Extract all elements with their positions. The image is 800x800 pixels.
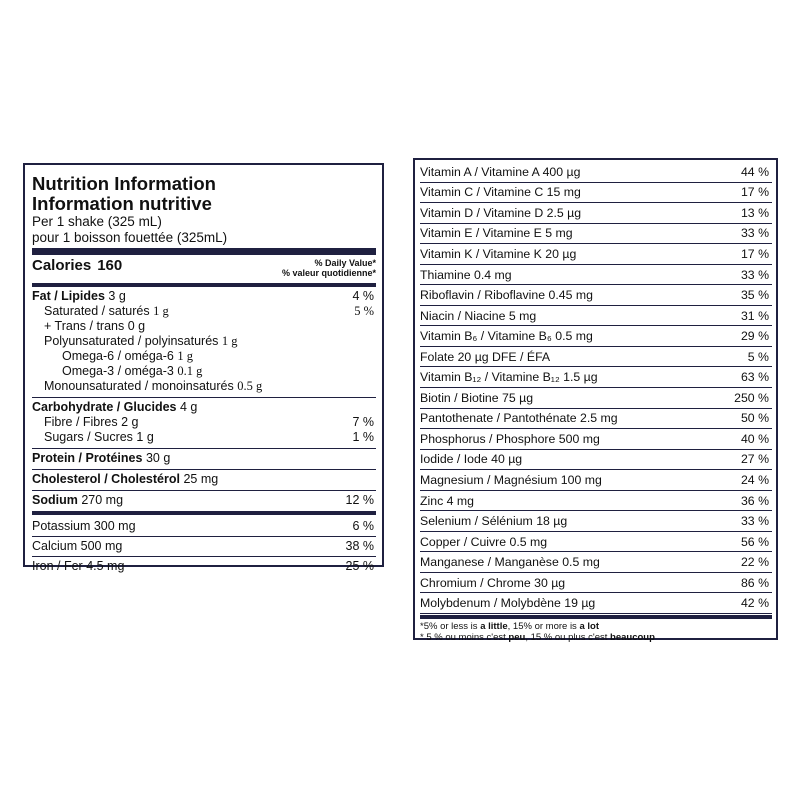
footnote-english <box>420 621 772 632</box>
nutrient-label: Zinc 4 mg <box>420 493 474 508</box>
nutrient-label: Vitamin B₆ / Vitamine B₆ 0.5 mg <box>420 329 593 344</box>
iron-amount: 4.5 mg <box>86 559 125 573</box>
sugars-pct: 1 % <box>352 430 374 444</box>
nutrient-pct: 36 % <box>740 493 769 508</box>
trans-amount: 0 g <box>127 319 146 333</box>
carbohydrate-row <box>32 400 376 415</box>
protein-amount: 30 g <box>145 451 171 465</box>
nutrient-pct: 40 % <box>740 431 769 446</box>
fibre-pct: 7 % <box>352 415 374 429</box>
polyunsaturated-row <box>32 334 376 349</box>
sugars-amount: 1 g <box>136 430 154 444</box>
sodium-amount: 270 mg <box>81 493 124 507</box>
sodium-pct: 12 % <box>345 493 374 507</box>
nutrient-label: Folate 20 µg DFE / ÉFA <box>420 349 551 364</box>
footnote-en-little: a little <box>480 621 508 633</box>
sodium-row <box>32 493 376 508</box>
nutrient-pct: 17 % <box>740 185 769 200</box>
iron-row <box>32 556 376 576</box>
nutrient-pct: 13 % <box>740 205 769 220</box>
nutrient-row <box>420 511 772 532</box>
daily-value-header-fr: % valeur quotidienne* <box>281 268 376 278</box>
calcium-row <box>32 536 376 556</box>
footnote-fr-beaucoup: beaucoup <box>610 632 655 644</box>
nutrient-pct: 24 % <box>740 472 769 487</box>
fat-amount: 3 g <box>108 289 126 303</box>
footnote <box>420 619 772 643</box>
nutrient-label: Iodide / Iode 40 µg <box>420 452 523 467</box>
nutrient-row <box>420 244 772 265</box>
sugars-row <box>32 430 376 445</box>
nutrient-pct: 27 % <box>740 452 769 467</box>
nutrient-row <box>420 265 772 286</box>
nutrient-row <box>420 573 772 594</box>
nutrient-label: Vitamin K / Vitamine K 20 µg <box>420 246 577 261</box>
fibre-amount: 2 g <box>121 415 139 429</box>
footnote-french <box>420 632 772 643</box>
nutrient-label: Chromium / Chrome 30 µg <box>420 575 566 590</box>
carb-label: Carbohydrate / Glucides <box>32 400 177 414</box>
nutrient-label: Thiamine 0.4 mg <box>420 267 512 282</box>
nutrient-row <box>420 203 772 224</box>
nutrient-row <box>420 347 772 368</box>
nutrient-pct: 17 % <box>740 246 769 261</box>
nutrient-row <box>420 306 772 327</box>
monounsaturated-row <box>32 379 376 394</box>
footnote-en-part1: *5% or less is <box>420 621 481 633</box>
omega6-row <box>32 349 376 364</box>
trans-label: + Trans / trans <box>44 319 125 333</box>
saturated-row <box>32 304 376 319</box>
potassium-label: Potassium <box>32 519 91 533</box>
protein-section <box>32 448 376 469</box>
calcium-pct: 38 % <box>345 539 374 553</box>
daily-value-header-en: % Daily Value* <box>314 258 376 268</box>
footnote-en-part2: , 15% or more is <box>507 621 580 633</box>
nutrient-pct: 33 % <box>740 267 769 282</box>
title-english: Nutrition Information <box>32 173 216 194</box>
vitamin-list <box>420 162 772 614</box>
carb-amount: 4 g <box>179 400 198 414</box>
omega6-amount: 1 g <box>177 349 193 363</box>
cholesterol-label: Cholesterol / Cholestérol <box>32 472 180 486</box>
nutrient-pct: 250 % <box>734 390 769 405</box>
iron-pct: 25 % <box>345 559 374 573</box>
nutrient-label: Magnesium / Magnésium 100 mg <box>420 472 602 487</box>
omega3-label: Omega-3 / oméga-3 <box>62 364 174 378</box>
nutrient-row <box>420 285 772 306</box>
calories-row <box>32 248 376 283</box>
nutrient-row <box>420 388 772 409</box>
saturated-pct: 5 % <box>354 304 374 318</box>
nutrient-pct: 5 % <box>747 349 769 364</box>
nutrient-pct: 42 % <box>740 596 769 611</box>
poly-amount: 1 g <box>221 334 238 348</box>
fibre-label: Fibre / Fibres <box>44 415 118 429</box>
nutrient-label: Manganese / Manganèse 0.5 mg <box>420 555 600 570</box>
omega3-row <box>32 364 376 379</box>
iron-label: Iron / Fer <box>32 559 83 573</box>
nutrient-pct: 56 % <box>740 534 769 549</box>
nutrient-label: Phosphorus / Phosphore 500 mg <box>420 431 600 446</box>
nutrient-row <box>420 429 772 450</box>
protein-label: Protein / Protéines <box>32 451 143 465</box>
omega3-amount: 0.1 g <box>177 364 203 378</box>
nutrient-label: Vitamin E / Vitamine E 5 mg <box>420 226 573 241</box>
nutrient-label: Molybdenum / Molybdène 19 µg <box>420 596 596 611</box>
nutrient-pct: 63 % <box>740 370 769 385</box>
nutrient-row <box>420 470 772 491</box>
calories-label: Calories <box>32 257 92 274</box>
potassium-amount: 300 mg <box>93 519 136 533</box>
cholesterol-section <box>32 469 376 490</box>
nutrient-label: Niacin / Niacine 5 mg <box>420 308 537 323</box>
nutrient-label: Vitamin D / Vitamine D 2.5 µg <box>420 205 582 220</box>
potassium-row <box>32 517 376 536</box>
nutrient-row <box>420 162 772 183</box>
nutrient-pct: 29 % <box>740 329 769 344</box>
nutrient-pct: 35 % <box>740 288 769 303</box>
protein-row <box>32 451 376 466</box>
footnote-fr-part1: * 5 % ou moins c'est <box>420 632 509 644</box>
nutrient-pct: 22 % <box>740 555 769 570</box>
nutrient-row <box>420 450 772 471</box>
daily-value-header <box>282 257 376 278</box>
fat-section <box>32 283 376 397</box>
serving-english: Per 1 shake (325 mL) <box>32 214 162 229</box>
nutrient-pct: 33 % <box>740 226 769 241</box>
omega6-label: Omega-6 / oméga-6 <box>62 349 174 363</box>
nutrient-pct: 50 % <box>740 411 769 426</box>
nutrient-label: Pantothenate / Pantothénate 2.5 mg <box>420 411 618 426</box>
nutrient-pct: 33 % <box>740 514 769 529</box>
minerals-section <box>32 511 376 576</box>
footnote-en-lot: a lot <box>579 621 599 633</box>
saturated-amount: 1 g <box>153 304 169 318</box>
mono-amount: 0.5 g <box>237 379 263 393</box>
carbohydrate-section <box>32 397 376 448</box>
nutrient-label: Vitamin B₁₂ / Vitamine B₁₂ 1.5 µg <box>420 370 598 385</box>
trans-row <box>32 319 376 334</box>
saturated-label: Saturated / saturés <box>44 304 150 318</box>
nutrient-row <box>420 326 772 347</box>
calories-value: 160 <box>97 257 123 274</box>
fibre-row <box>32 415 376 430</box>
fat-pct: 4 % <box>352 289 374 303</box>
nutrient-pct: 44 % <box>740 164 769 179</box>
cholesterol-row <box>32 472 376 487</box>
cholesterol-amount: 25 mg <box>183 472 219 486</box>
calcium-amount: 500 mg <box>80 539 123 553</box>
fat-label: Fat / Lipides <box>32 289 105 303</box>
sodium-section <box>32 490 376 511</box>
nutrient-label: Selenium / Sélénium 18 µg <box>420 514 568 529</box>
sodium-label: Sodium <box>32 493 78 507</box>
calcium-label: Calcium <box>32 539 78 553</box>
nutrient-row <box>420 532 772 553</box>
nutrient-pct: 86 % <box>740 575 769 590</box>
footnote-fr-peu: peu <box>508 632 526 644</box>
nutrient-label: Vitamin A / Vitamine A 400 µg <box>420 164 581 179</box>
potassium-pct: 6 % <box>352 519 374 533</box>
vitamins-minerals-panel <box>413 158 778 644</box>
nutrient-label: Vitamin C / Vitamine C 15 mg <box>420 185 581 200</box>
title-french: Information nutritive <box>32 193 212 214</box>
nutrient-row <box>420 367 772 388</box>
fat-row <box>32 289 376 304</box>
nutrient-label: Riboflavin / Riboflavine 0.45 mg <box>420 288 593 303</box>
nutrition-facts-panel <box>23 163 384 573</box>
mono-label: Monounsaturated / monoinsaturés <box>44 379 234 393</box>
nutrient-row <box>420 552 772 573</box>
nutrient-label: Copper / Cuivre 0.5 mg <box>420 534 548 549</box>
nutrient-pct: 31 % <box>740 308 769 323</box>
poly-label: Polyunsaturated / polyinsaturés <box>44 334 219 348</box>
footnote-fr-part2: , 15 % ou plus c'est <box>525 632 611 644</box>
nutrient-row <box>420 593 772 614</box>
nutrient-row <box>420 183 772 204</box>
nutrient-row <box>420 224 772 245</box>
nutrient-label: Biotin / Biotine 75 µg <box>420 390 534 405</box>
serving-french: pour 1 boisson fouettée (325mL) <box>32 230 228 245</box>
sugars-label: Sugars / Sucres <box>44 430 133 444</box>
nutrient-row <box>420 491 772 512</box>
nutrient-row <box>420 409 772 430</box>
